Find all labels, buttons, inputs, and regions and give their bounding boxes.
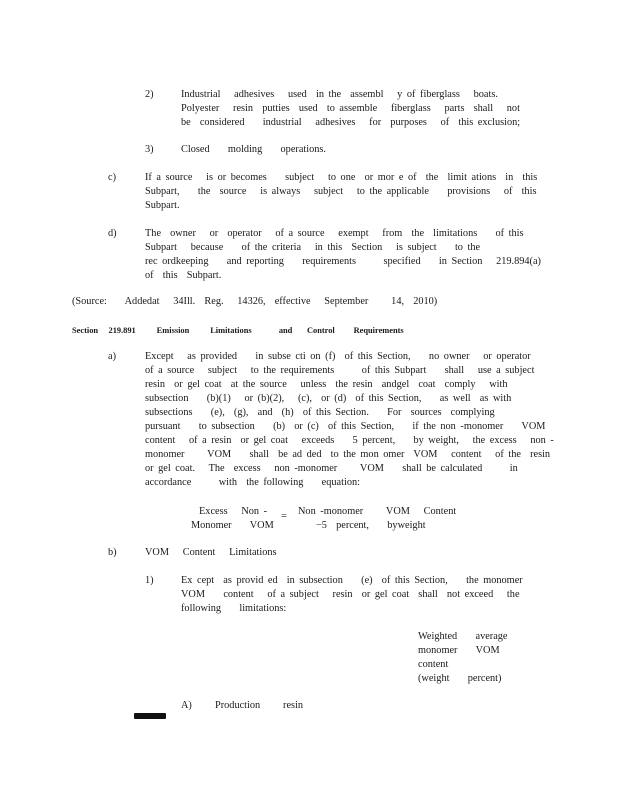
para-a-text [145,350,554,490]
column-header-line: monomer VOM [418,645,500,656]
para-a-line: Except as provided in subse cti on (f) of this Section, no owner or operator [145,351,531,362]
item-b1-line: VOM content of a subject resin or gel coat shall not exceed the [181,589,520,600]
item-b1-line: following limitations: [181,603,287,614]
equation-equals: = [281,511,287,522]
para-c-text [145,171,537,213]
para-b-title: VOM Content Limitations [145,547,277,558]
section-heading: Section 219.891 Emission Limitations and Control Requirements [72,326,404,335]
item-2-line: Industrial adhesives used in the assembl y of fiberglass boats. [181,89,498,100]
para-d-marker: d) [108,228,117,239]
item-b1-text [181,574,523,616]
item-A-marker: A) [181,700,192,711]
ink-smudge [134,713,166,719]
para-c-line: Subpart. [145,200,180,211]
para-a-line: accordance with the following equation: [145,477,361,488]
para-d-text [145,227,541,283]
para-d-line: rec ordkeeping and reporting requirements specified in Section 219.894(a) [145,256,541,267]
item-3-text: Closed molding operations. [181,144,326,155]
equation-lhs-line1: Excess Non - [199,506,268,517]
column-header-line: Weighted average [418,631,508,642]
para-a-line: monomer VOM shall be ad ded to the mon omer VOM content of the resin [145,449,551,460]
column-header-line: (weight percent) [418,673,502,684]
equation-rhs-line1: Non -monomer VOM Content [298,506,457,517]
column-header [418,630,508,686]
para-d-line: Subpart because of the criteria in this Section is subject to the [145,242,481,253]
item-2-line: Polyester resin putties used to assemble fiberglass parts shall not [181,103,520,114]
para-c-line: Subpart, the source is always subject to the applicable provisions of this [145,186,537,197]
para-d-line: The owner or operator of a source exempt from the limitations of this [145,228,524,239]
para-a-line: of a source subject to the requirements of this Subpart shall use a subject [145,365,535,376]
para-a-marker: a) [108,351,116,362]
source-note: (Source: Addedat 34Ill. Reg. 14326, effective September 14, 2010) [72,296,438,307]
para-a-line: content of a resin or gel coat exceeds 5 percent, by weight, the excess non - [145,435,554,446]
item-3-marker: 3) [145,144,154,155]
item-2-marker: 2) [145,89,154,100]
item-b1-marker: 1) [145,575,154,586]
item-2-line: be considered industrial adhesives for purposes of this exclusion; [181,117,521,128]
equation-lhs-line2: Monomer VOM [191,520,274,531]
column-header-line: content [418,659,449,670]
para-b-marker: b) [108,547,117,558]
para-a-line: subsection (b)(1) or (b)(2), (c), or (d) of this Section, as well as with [145,393,512,404]
para-a-line: subsections (e), (g), and (h) of this Section. For sources complying [145,407,495,418]
para-a-line: or gel coat. The excess non -monomer VOM shall be calculated in [145,463,518,474]
para-a-line: resin or gel coat at the source unless the resin andgel coat comply with [145,379,508,390]
equation-rhs-line2: −5 percent, byweight [316,520,426,531]
item-A-text: Production resin [215,700,304,711]
para-d-line: of this Subpart. [145,270,222,281]
item-2-text [181,88,520,130]
para-c-line: If a source is or becomes subject to one or mor e of the limit ations in this [145,172,538,183]
para-c-marker: c) [108,172,116,183]
para-a-line: pursuant to subsection (b) or (c) of this Section, if the non -monomer VOM [145,421,546,432]
item-b1-line: Ex cept as provid ed in subsection (e) of this Section, the monomer [181,575,523,586]
